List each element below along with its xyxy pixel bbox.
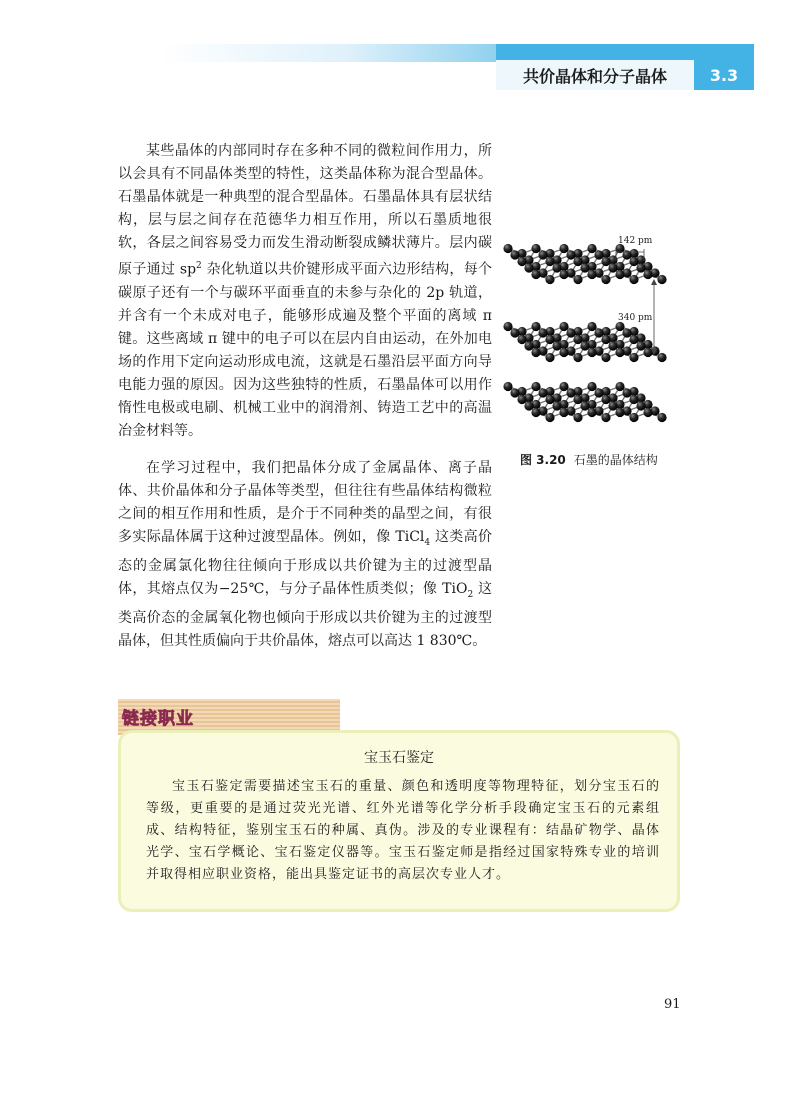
carbon-atom xyxy=(657,275,666,284)
graphite-structure-figure xyxy=(496,225,676,440)
carbon-atom xyxy=(559,270,568,279)
carbon-atom xyxy=(538,328,547,337)
carbon-atom xyxy=(510,388,519,397)
carbon-atom xyxy=(615,348,624,357)
carbon-atom xyxy=(629,413,638,422)
career-tag-title: 链接职业 xyxy=(122,709,194,729)
carbon-atom xyxy=(587,382,596,391)
carbon-atom xyxy=(566,388,575,397)
arrow-head xyxy=(651,279,657,285)
graphite-layer xyxy=(503,322,666,362)
carbon-atom xyxy=(629,395,638,404)
carbon-atom xyxy=(580,401,589,410)
carbon-atom xyxy=(531,408,540,417)
carbon-atom xyxy=(545,275,554,284)
carbon-atom xyxy=(559,322,568,331)
figure-caption xyxy=(520,451,658,468)
carbon-atom xyxy=(545,413,554,422)
carbon-atom xyxy=(566,328,575,337)
carbon-atom xyxy=(566,250,575,259)
carbon-atom xyxy=(531,244,540,253)
carbon-atom xyxy=(552,263,561,272)
figure-caption-text: 石墨的晶体结构 xyxy=(573,453,658,467)
carbon-atom xyxy=(587,270,596,279)
carbon-atom xyxy=(587,322,596,331)
carbon-atom xyxy=(559,244,568,253)
section-title: 共价晶体和分子晶体 xyxy=(496,60,694,90)
subscript: 2 xyxy=(467,589,474,600)
carbon-atom xyxy=(594,250,603,259)
carbon-atom xyxy=(517,395,526,404)
carbon-atom xyxy=(601,275,610,284)
carbon-atom xyxy=(573,275,582,284)
carbon-atom xyxy=(538,250,547,259)
carbon-atom xyxy=(503,244,512,253)
carbon-atom xyxy=(643,270,652,279)
carbon-atom xyxy=(629,353,638,362)
section-number: 3.3 xyxy=(694,60,754,90)
subscript: 4 xyxy=(424,537,431,548)
carbon-atom xyxy=(587,408,596,417)
carbon-atom xyxy=(608,401,617,410)
carbon-atom xyxy=(552,401,561,410)
figure-number: 图 3.20 xyxy=(520,453,566,467)
carbon-atom xyxy=(643,408,652,417)
paragraph-text: 杂化轨道以共价键形成平面六边形结构，每个碳原子还有一个与碳环平面垂直的未参与杂化的 2p 轨道，并含有一个未成对电子，能够形成遍及整个平面的离域 π 键。这些离域 π 键中的电子可以在层内自由运动，在外加电场的作用下定向运动形成电流，这就是石墨沿层平面方向导电能力强的原因。因为这些独特的性质，石墨晶体可以用作惰性电极或电刷、机械工业中的润滑剂、铸造工艺中的高温冶金材料等。 xyxy=(118,261,492,439)
carbon-atom xyxy=(503,322,512,331)
carbon-atom xyxy=(559,382,568,391)
carbon-atom xyxy=(601,413,610,422)
carbon-atom xyxy=(622,388,631,397)
carbon-atom xyxy=(608,341,617,350)
carbon-atom xyxy=(636,263,645,272)
carbon-atom xyxy=(580,263,589,272)
carbon-atom xyxy=(573,353,582,362)
carbon-atom xyxy=(545,335,554,344)
superscript: 2 xyxy=(196,261,202,271)
paragraph-transition-crystal xyxy=(118,457,492,653)
carbon-atom xyxy=(601,257,610,266)
carbon-atom xyxy=(608,263,617,272)
carbon-atom xyxy=(503,382,512,391)
carbon-atom xyxy=(573,257,582,266)
graphite-layer xyxy=(503,382,666,422)
carbon-atom xyxy=(545,395,554,404)
carbon-atom xyxy=(629,335,638,344)
carbon-atom xyxy=(573,413,582,422)
carbon-atom xyxy=(622,328,631,337)
page-number: 91 xyxy=(664,997,681,1012)
carbon-atom xyxy=(580,341,589,350)
carbon-atom xyxy=(531,322,540,331)
carbon-atom xyxy=(510,328,519,337)
carbon-atom xyxy=(545,257,554,266)
carbon-atom xyxy=(629,257,638,266)
carbon-atom xyxy=(517,335,526,344)
graphite-layer xyxy=(503,244,666,284)
carbon-atom xyxy=(594,328,603,337)
carbon-atom xyxy=(538,388,547,397)
carbon-atom xyxy=(559,348,568,357)
carbon-atom xyxy=(552,341,561,350)
carbon-atom xyxy=(636,341,645,350)
carbon-atom xyxy=(573,335,582,344)
header-gradient-strip xyxy=(160,44,500,62)
paragraph-text: 某些晶体的内部同时存在多种不同的微粒间作用力，所以会具有不同晶体类型的特性，这类晶体称为混合型晶体。石墨晶体就是一种典型的混合型晶体。石墨晶体具有层状结构，层与层之间存在范德华力相互作用，所以石墨质地很软，各层之间容易受力而发生滑动断裂成鳞状薄片。层内碳原子通过 sp xyxy=(118,143,492,278)
carbon-atom xyxy=(657,413,666,422)
paragraph-text: 这类高价态的金属氯化物往往倾向于形成以共价键为主的过渡型晶体，其熔点仅为−25℃，与分子晶体性质类似；像 TiO xyxy=(118,529,492,597)
carbon-atom xyxy=(524,263,533,272)
paragraph-text: 这类高价态的金属氧化物也倾向于形成以共价键为主的过渡型晶体，但其性质偏向于共价晶体，熔点可以高达 1 830℃。 xyxy=(118,580,493,649)
carbon-atom xyxy=(657,353,666,362)
carbon-atom xyxy=(636,401,645,410)
carbon-atom xyxy=(601,353,610,362)
carbon-atom xyxy=(594,388,603,397)
header-accent-bar xyxy=(496,44,754,60)
paragraph-text: 在学习过程中，我们把晶体分成了金属晶体、离子晶体、共价晶体和分子晶体等类型，但往往有些晶体结构微粒之间的相互作用和性质，是介于不同种类的晶型之间，有很多实际晶体属于这种过渡型晶体。例如，像 TiCl xyxy=(118,460,492,545)
carbon-atom xyxy=(531,348,540,357)
carbon-atom xyxy=(524,341,533,350)
carbon-atom xyxy=(531,270,540,279)
carbon-atom xyxy=(573,395,582,404)
layer-spacing-label: 340 pm xyxy=(618,313,653,323)
carbon-atom xyxy=(601,395,610,404)
carbon-atom xyxy=(531,382,540,391)
carbon-atom xyxy=(510,250,519,259)
carbon-atom xyxy=(517,257,526,266)
carbon-atom xyxy=(559,408,568,417)
carbon-atom xyxy=(629,275,638,284)
career-heading: 宝玉石鉴定 xyxy=(364,750,434,766)
bond-length-label: 142 pm xyxy=(618,236,653,246)
carbon-atom xyxy=(587,348,596,357)
carbon-atom xyxy=(587,244,596,253)
carbon-atom xyxy=(524,401,533,410)
carbon-atom xyxy=(615,382,624,391)
carbon-atom xyxy=(601,335,610,344)
career-body-text: 宝玉石鉴定需要描述宝玉石的重量、颜色和透明度等物理特征，划分宝玉石的等级，更重要的是通过荧光光谱、红外光谱等化学分析手段确定宝玉石的元素组成、结构特征，鉴别宝玉石的种属、真伪。涉及的专业课程有：结晶矿物学、晶体光学、宝石学概论、宝石鉴定仪器等。宝玉石鉴定师是指经过国家特殊专业的培训并取得相应职业资格，能出具鉴定证书的高层次专业人才。 xyxy=(146,779,660,882)
carbon-atom xyxy=(615,408,624,417)
carbon-atom xyxy=(615,270,624,279)
carbon-atom xyxy=(545,353,554,362)
carbon-atom xyxy=(615,322,624,331)
paragraph-mixed-crystal xyxy=(118,140,492,443)
